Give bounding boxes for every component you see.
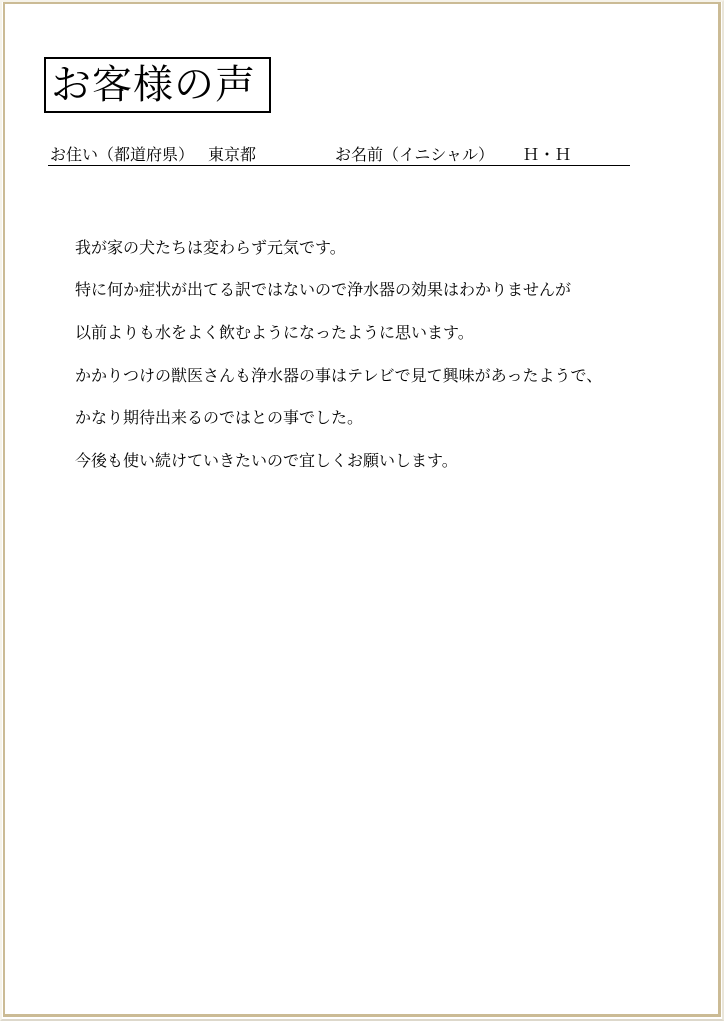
name-value: Ｈ・Ｈ [523, 147, 572, 164]
residence-label: お住い（都道府県） [50, 147, 195, 164]
testimonial-line: かなり期待出来るのではとの事でした。 [75, 410, 364, 428]
testimonial-line: 我が家の犬たちは変わらず元気です。 [75, 239, 346, 257]
name-label: お名前（イニシャル） [335, 147, 495, 164]
testimonial-line: かかりつけの獣医さんも浄水器の事はテレビで見て興味があったようで、 [75, 367, 603, 385]
title-box [44, 57, 271, 113]
testimonial-line: 今後も使い続けていきたいので宜しくお願いします。 [75, 452, 458, 470]
residence-value: 東京都 [208, 147, 257, 164]
testimonial-line: 以前よりも水をよく飲むようになったように思います。 [75, 324, 474, 342]
testimonial-body [75, 225, 695, 481]
page-title: お客様の声 [51, 62, 256, 107]
form-header-row [48, 146, 630, 166]
testimonial-line: 特に何か症状が出てる訳ではないので浄水器の効果はわかりませんが [75, 282, 572, 300]
